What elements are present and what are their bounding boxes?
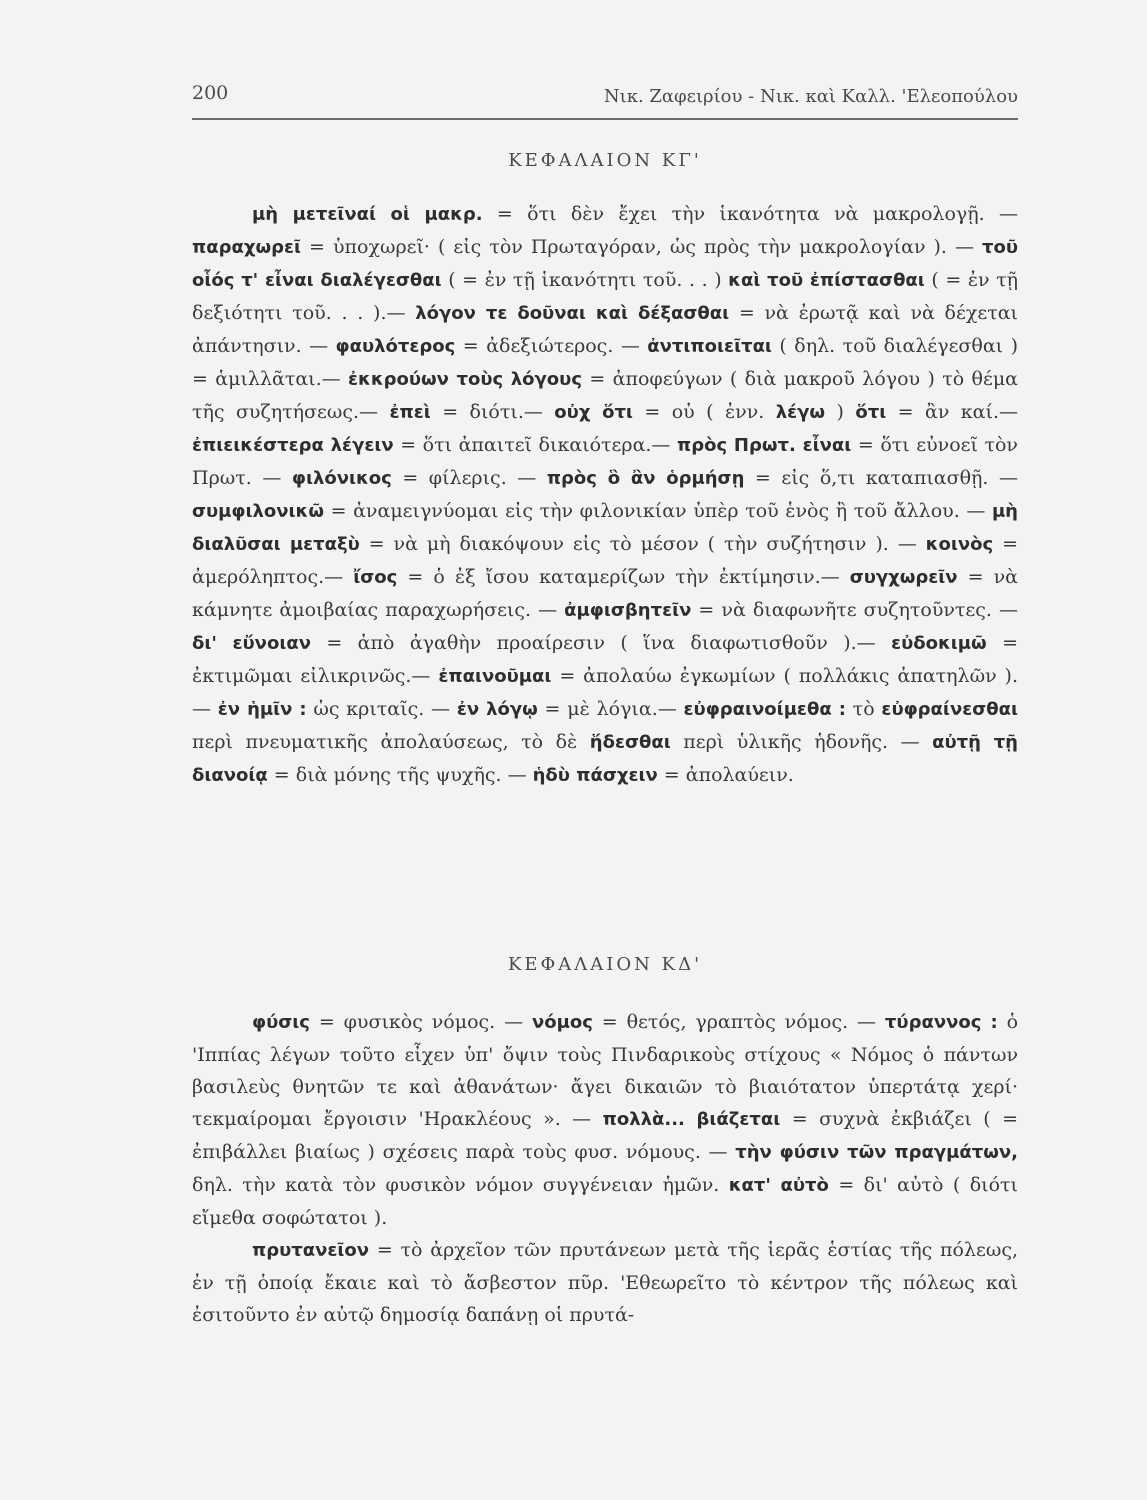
lemma-term: τύραννος : [884,1012,998,1033]
gloss-text: = ὅτι ἀπαιτεῖ δικαιότερα.— [393,434,677,456]
lemma-term: μὴ μετεῖναί οἱ μακρ. [252,204,483,225]
lemma-term: παραχωρεῖ [192,237,302,258]
lemma-term: συμφιλονικῶ [192,501,324,522]
gloss-text: = ὑποχωρεῖ· ( εἰς τὸν Πρωταγόραν, ὡς πρὸς τὴν μακρολογίαν ). — [301,236,982,258]
lemma-term: νόμος [531,1012,593,1033]
page-header [192,78,1018,120]
gloss-text: ὁ 'Ιππίας λέγων τοῦτο εἶχεν ὑπ' ὄψιν τοὺς Πινδαρικοὺς στίχους « Νόμος ὁ πάντων βασιλεὺς θνητῶν τε καὶ ἀθανάτων· ἄγει δικαιῶν τὸ βιαιότατον ὑπερτάτᾳ χερί· τεκμαίρομαι ἔργοισιν 'Ηρακλέους ». — [192,1011,1019,1130]
lemma-term: φαυλότερος [335,336,456,357]
lemma-term: ἐν λόγῳ [456,699,538,720]
gloss-text: = διὰ μόνης τῆς ψυχῆς. — [267,764,533,786]
gloss-text: = συχνὰ ἐκβιάζει ( = ἐπιβάλλει βιαίως ) σχέσεις παρὰ τοὺς φυσ. νόμους. — [192,1108,1018,1163]
lemma-term: ἡδὺ πάσχειν [532,765,658,786]
lemma-term: εὐφραίνεσθαι [881,699,1018,720]
lemma-term: ἀμφισβητεῖν [564,600,692,621]
chapter-heading-kg: ΚΕΦΑΛΑΙΟΝ ΚΓ' [508,150,702,171]
lemma-term: συγχωρεῖν [849,567,958,588]
gloss-text: = ἀπολαύειν. [657,764,794,786]
lemma-term: αὐτῇ τῇ διανοίᾳ [192,732,1018,786]
lemma-term: ὅτι [855,402,887,423]
gloss-text: τὸ [845,698,882,720]
chapter-body-kg [192,198,1018,792]
lemma-term: δι' εὔνοιαν [192,633,311,654]
gloss-text: = ὅτι εὐνοεῖ τὸν Πρωτ. — [192,434,1018,489]
lemma-term: ἀντιποιεῖται [647,336,772,357]
lemma-term: καὶ τοῦ ἐπίστασθαι [728,270,925,291]
gloss-text: = φίλερις. — [391,467,547,489]
gloss-text: = ἐκτιμῶμαι εἰλικρινῶς.— [192,632,1019,687]
gloss-text: = εἰς ὅ,τι καταπιασθῇ. — [744,467,1018,489]
gloss-text: περὶ πνευματικῆς ἀπολαύσεως, τὸ δὲ [192,731,590,753]
gloss-text: = δι' αὐτὸ ( διότι εἴμεθα σοφώτατοι ). [192,1174,1019,1229]
gloss-text: = ἂν καί.— [886,401,1018,423]
gloss-text: = οὐ ( ἐνν. [632,401,776,423]
gloss-text: ) [825,401,856,423]
lemma-term: ἥδεσθαι [589,732,671,753]
lemma-term: λόγον τε δοῦναι καὶ δέξασθαι [415,303,730,324]
gloss-text: περὶ ὑλικῆς ἡδονῆς. — [670,731,933,753]
gloss-text: δηλ. τὴν κατὰ τὸν φυσικὸν νόμον συγγένειαν ἡμῶν. [192,1174,729,1196]
lemma-term: κοινὸς [925,534,994,555]
lemma-term: ἴσος [353,567,398,588]
running-title: Νικ. Ζαφειρίου - Νικ. καὶ Καλλ. 'Ελεοπούλου [603,86,1018,107]
chapter-heading-kd: ΚΕΦΑΛΑΙΟΝ ΚΔ' [507,954,703,975]
lemma-term: λέγω [775,402,826,423]
lemma-term: κατ' αὐτὸ [728,1175,829,1196]
lemma-term: τοῦ οἷός τ' εἶναι διαλέγεσθαι [192,237,1018,291]
gloss-text: = ἀπὸ ἀγαθὴν προαίρεσιν ( ἵνα διαφωτισθοῦν ).— [310,632,892,654]
gloss-text: = φυσικὸς νόμος. — [309,1011,532,1033]
lemma-term: τὴν φύσιν τῶν πραγμάτων, [735,1142,1018,1163]
paragraph [192,1006,1018,1234]
gloss-text: = ἀμερόληπτος.— [192,533,1018,588]
lemma-term: ἐκκρούων τοὺς λόγους [348,369,582,390]
gloss-text: = ἀπολαύω ἐγκωμίων ( πολλάκις ἀπατηλῶν ).— [192,665,1018,720]
paragraph [192,1234,1018,1331]
lemma-term: ἐπεὶ [389,402,431,423]
gloss-text: = νὰ κάμνητε ἀμοιβαίας παραχωρήσεις. — [192,566,1018,621]
gloss-text: = ἀδεξιώτερος. — [455,335,648,357]
lemma-term: φύσις [252,1012,310,1033]
lemma-term: ἐπιεικέστερα λέγειν [192,435,394,456]
gloss-text: = μὲ λόγια.— [537,698,684,720]
lemma-term: πρυτανεῖον [252,1240,370,1261]
lemma-term: ἐν ἡμῖν : [217,699,307,720]
lemma-term: φιλόνικος [291,468,392,489]
page-number: 200 [192,82,229,104]
lemma-term: πρὸς ὃ ἂν ὁρμήσῃ [546,468,745,489]
lemma-term: πολλὰ... βιάζεται [602,1109,781,1130]
gloss-text: = ἀναμειγνύομαι εἰς τὴν φιλονικίαν ὑπὲρ τοῦ ἑνὸς ἢ τοῦ ἄλλου. — [323,500,992,522]
gloss-text: ( = ἐν τῇ δεξιότητι τοῦ. . . ).— [192,269,1019,324]
gloss-text: = νὰ ἐρωτᾷ καὶ νὰ δέχεται ἀπάντησιν. — [192,302,1018,357]
lemma-term: ἐπαινοῦμαι [438,666,552,687]
gloss-text: = τὸ ἀρχεῖον τῶν πρυτάνεων μετὰ τῆς ἱερᾶς ἑστίας τῆς πόλεως, ἐν τῇ ὁποίᾳ ἔκαιε καὶ τὸ ἄσβεστον πῦρ. 'Εθεωρεῖτο τὸ κέντρον τῆς πόλεως καὶ ἐσιτοῦντο ἐν αὐτῷ δημοσίᾳ δαπάνῃ οἱ πρυτά- [192,1239,1018,1326]
gloss-text: = ὅτι δὲν ἔχει τὴν ἱκανότητα νὰ μακρολογῇ. — [482,203,1018,225]
gloss-text: ( = ἐν τῇ ἱκανότητι τοῦ. . . ) [441,269,729,291]
gloss-text: ὡς κριταῖς. — [306,698,457,720]
lemma-term: εὐφραινοίμεθα : [683,699,846,720]
gloss-text: = θετός, γραπτὸς νόμος. — [592,1011,885,1033]
lemma-term: εὐδοκιμῶ [891,633,987,654]
gloss-text: = διότι.— [430,401,555,423]
gloss-text: ( δηλ. τοῦ διαλέγεσθαι ) = ἁμιλλᾶται.— [192,335,1019,390]
lemma-term: οὐχ ὅτι [554,402,633,423]
lemma-term: πρὸς Πρωτ. εἶναι [676,435,852,456]
gloss-text: = νὰ μὴ διακόψουν εἰς τὸ μέσον ( τὴν συζήτησιν ). — [359,533,926,555]
gloss-text: = ἀποφεύγων ( διὰ μακροῦ λόγου ) τὸ θέμα τῆς συζητήσεως.— [192,368,1019,423]
gloss-text: = ὁ ἐξ ἴσου καταμερίζων τὴν ἐκτίμησιν.— [397,566,850,588]
gloss-text: = νὰ διαφωνῆτε συζητοῦντες. — [691,599,1018,621]
chapter-body-kd [192,1006,1018,1331]
paragraph [192,198,1018,792]
lemma-term: μὴ διαλῦσαι μεταξὺ [192,501,1018,555]
